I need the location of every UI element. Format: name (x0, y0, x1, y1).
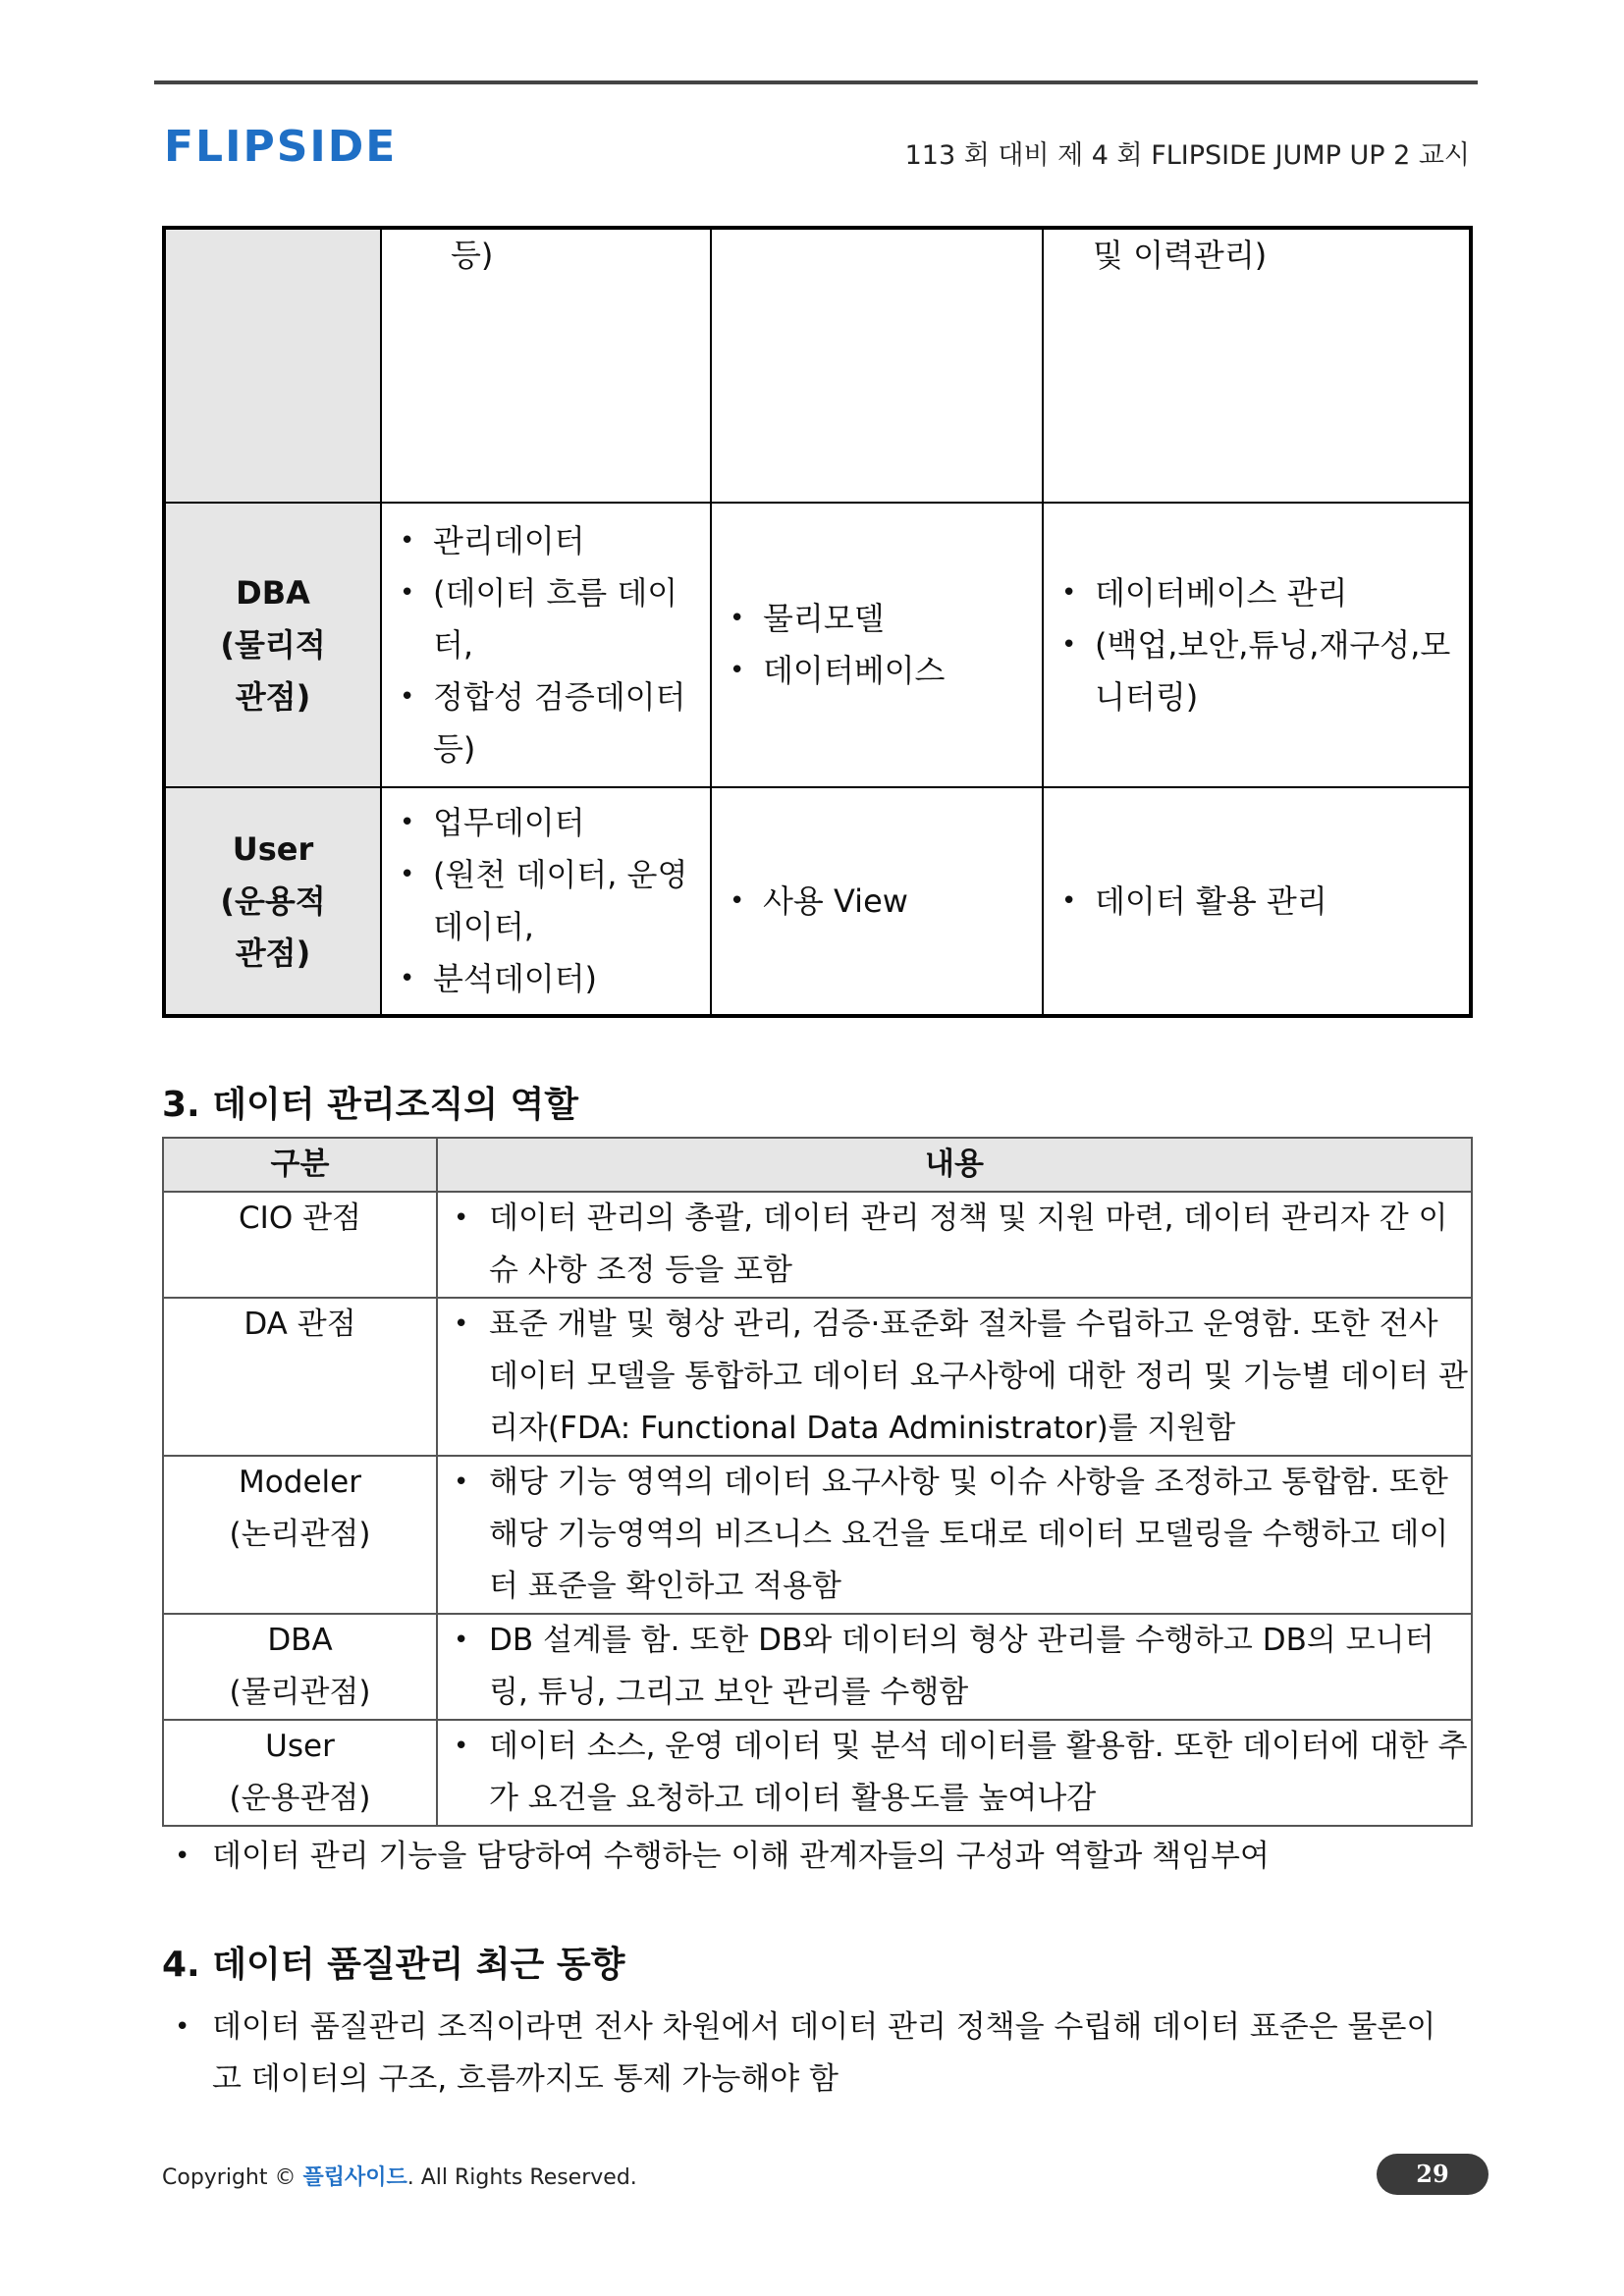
row-content: • DB 설계를 함. 또한 DB와 데이터의 형상 관리를 수행하고 DB의 모니터링, 튜닝, 그리고 보안 관리를 수행함 (437, 1614, 1472, 1720)
row-label-line: (운용관점) (229, 1781, 371, 1816)
table-cell (1043, 228, 1471, 503)
role-label: (물리적 (220, 625, 326, 664)
list-item: • 정합성 검증데이터 등) (433, 671, 710, 775)
bullet-list (1044, 876, 1469, 928)
table-cell (1043, 503, 1471, 787)
bullet-list (712, 876, 1042, 928)
row-label-line: Modeler (239, 1465, 361, 1500)
row-label-line: User (265, 1729, 335, 1764)
table-cell (1043, 787, 1471, 1016)
list-item: • (원천 데이터, 운영 데이터, (433, 849, 710, 953)
flipside-logo: FLIPSIDE (164, 122, 398, 172)
list-item: • 데이터 활용 관리 (1095, 876, 1469, 928)
row-label-line: DA 관점 (244, 1307, 356, 1342)
copyright-suffix: . All Rights Reserved. (406, 2165, 637, 2190)
bullet-list (382, 797, 710, 1005)
list-item: • 업무데이터 (433, 797, 710, 849)
table-cell (711, 228, 1043, 503)
list-item: • 데이터베이스 관리 (1095, 567, 1469, 619)
table-row (163, 1456, 1472, 1614)
page-number: 29 (1377, 2154, 1489, 2195)
role-cell-user (164, 787, 381, 1016)
table-header-row (163, 1138, 1472, 1192)
row-label-line: (물리관점) (229, 1675, 371, 1710)
cell-text: 및 이력관리) (1093, 237, 1268, 274)
table-cell (711, 787, 1043, 1016)
row-content: • 해당 기능 영역의 데이터 요구사항 및 이슈 사항을 조정하고 통합함. 또한 해당 기능영역의 비즈니스 요건을 토대로 데이터 모델링을 수행하고 데이터 표준을 확인하고 적용함 (437, 1456, 1472, 1614)
table-row (164, 787, 1471, 1016)
table-row (164, 503, 1471, 787)
role-perspective-table (162, 226, 1473, 1018)
list-item: • 사용 View (763, 876, 1042, 928)
role-label: 관점) (235, 934, 311, 972)
list-item: • 물리모델 (763, 593, 1042, 645)
table-row (164, 228, 1471, 503)
role-label: 관점) (235, 677, 311, 716)
role-cell-dba (164, 503, 381, 787)
table-row (163, 1298, 1472, 1456)
section3-note: • 데이터 관리 기능을 담당하여 수행하는 이해 관계자들의 구성과 역할과 책임부여 (175, 1831, 1469, 1883)
role-label: DBA (236, 573, 310, 612)
row-label (163, 1614, 437, 1720)
org-role-table (162, 1137, 1473, 1827)
column-header: 구분 (163, 1138, 437, 1192)
bullet-list (382, 515, 710, 775)
table-cell (381, 787, 711, 1016)
table-cell (381, 503, 711, 787)
column-header: 내용 (437, 1138, 1472, 1192)
header-rule (154, 80, 1478, 84)
list-item: • (백업,보안,튜닝,재구성,모니터링) (1095, 619, 1469, 723)
table-row (163, 1614, 1472, 1720)
row-label (163, 1720, 437, 1826)
copyright-prefix: Copyright © (162, 2165, 303, 2190)
header-title: 113 회 대비 제 4 회 FLIPSIDE JUMP UP 2 교시 (904, 140, 1470, 171)
row-content: • 표준 개발 및 형상 관리, 검증·표준화 절차를 수립하고 운영함. 또한 전사 데이터 모델을 통합하고 데이터 요구사항에 대한 정리 및 기능별 데이터 관리자(FDA: Functional Data Administrator)를 지원함 (437, 1298, 1472, 1456)
copyright-brand: 플립사이드 (302, 2165, 407, 2190)
section4-heading: 4. 데이터 품질관리 최근 동향 (162, 1945, 625, 1985)
table-row (163, 1192, 1472, 1298)
row-label (163, 1192, 437, 1298)
row-label-line: (논리관점) (229, 1517, 371, 1552)
bullet-list (712, 593, 1042, 697)
section4-bullet: • 데이터 품질관리 조직이라면 전사 차원에서 데이터 관리 정책을 수립해 데이터 표준은 물론이고 데이터의 구조, 흐름까지도 통제 가능해야 함 (175, 2002, 1449, 2106)
list-item: • 분석데이터) (433, 953, 710, 1005)
section3-heading: 3. 데이터 관리조직의 역할 (162, 1085, 579, 1125)
table-cell (711, 503, 1043, 787)
copyright (162, 2161, 637, 2191)
table-cell (381, 228, 711, 503)
row-label-line: CIO 관점 (239, 1201, 361, 1236)
role-label: User (232, 829, 314, 868)
row-label-line: DBA (267, 1623, 333, 1658)
table-row (163, 1720, 1472, 1826)
list-item: • 데이터베이스 (763, 645, 1042, 697)
row-label (163, 1456, 437, 1614)
list-item: • 관리데이터 (433, 515, 710, 567)
row-content: • 데이터 소스, 운영 데이터 및 분석 데이터를 활용함. 또한 데이터에 대한 추가 요건을 요청하고 데이터 활용도를 높여나감 (437, 1720, 1472, 1826)
role-cell-empty (164, 228, 381, 503)
row-label (163, 1298, 437, 1456)
row-content: • 데이터 관리의 총괄, 데이터 관리 정책 및 지원 마련, 데이터 관리자 간 이슈 사항 조정 등을 포함 (437, 1192, 1472, 1298)
bullet-list (1044, 567, 1469, 723)
cell-text: 등) (451, 237, 494, 274)
role-label: (운용적 (220, 881, 326, 920)
list-item: • (데이터 흐름 데이터, (433, 567, 710, 671)
